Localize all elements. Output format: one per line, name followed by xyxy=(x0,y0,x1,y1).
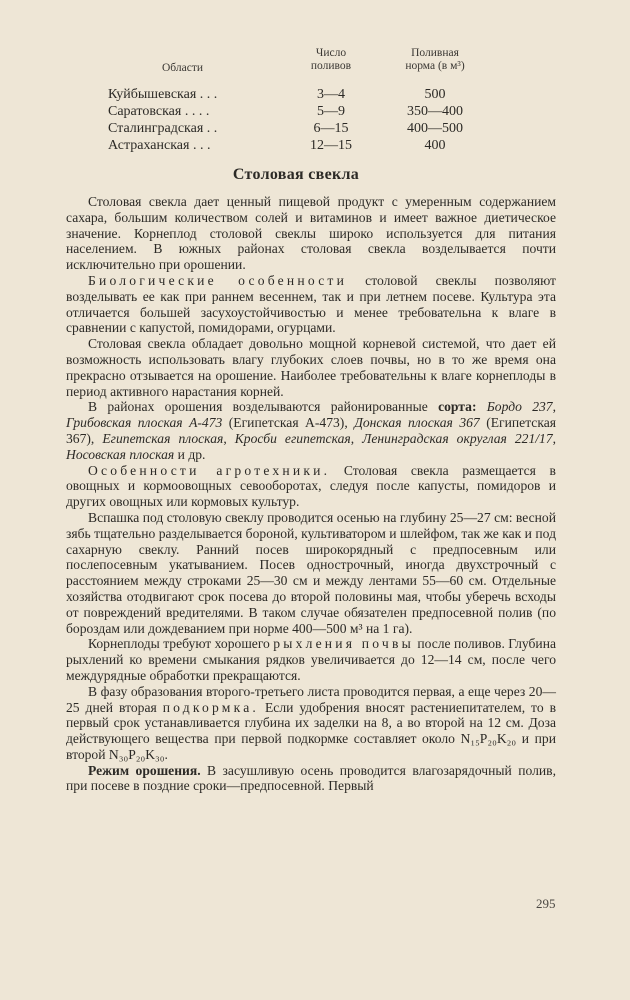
variety-name: Бордо 237 xyxy=(476,399,553,415)
table-row xyxy=(108,120,518,137)
body-text xyxy=(66,194,556,794)
paragraph: Вспашка под столовую свеклу проводится осенью на глубину 25—27 см: весной зябь тщательно разделывается бороной, культиватором и шлейфом, так же как и под сахарную свеклу. Ранний посев широкорядный с предпосевным или послепосевным укатыванием. Посев однострочный, иногда двухстрочный с расстоянием между строками 25—30 см и между лентами 55—60 см. Отдельные хозяйства отодвигают срок посева до второй половины мая, чтобы уберечь всходы от повреждений вредителями. В таком случае обязателен предпосевной полив (по бороздам или дождеванием при норме 400—500 м³ на 1 га). xyxy=(66,509,556,636)
cell-region: Астраханская . . . xyxy=(108,138,211,153)
paragraph: Особенности агротехники. Столовая свекла размещается в овощных и кормоовощных севооборотах, следуя после капусты, помидоров и других овощных или кормовых культур. xyxy=(66,462,556,510)
variety-name: Кросби египетская xyxy=(234,430,351,446)
cell-region: Куйбышевская . . . xyxy=(108,87,218,102)
spaced-phrase: Биологические особенности xyxy=(88,272,348,288)
table-row xyxy=(108,137,518,154)
cell-region: Сталинградская . . xyxy=(108,121,218,136)
variety-name: Египетская плоская xyxy=(102,430,224,446)
cell-count: 3—4 xyxy=(317,87,345,102)
cell-count: 5—9 xyxy=(317,104,345,119)
formula: N₃₀P₂₀K₃₀ xyxy=(108,746,165,762)
bold-term: Режим орошения. xyxy=(88,762,201,778)
paragraph: Биологические особенности столовой свеклы позволяют возделывать ее как при раннем весеннем, так и при летнем посеве. Культура эта отличается большей засухоустойчивостью и менее требовательна к влаге в сравнении с капустой, помидорами, огурцами. xyxy=(66,272,556,336)
cell-norm: 400—500 xyxy=(407,121,463,136)
formula: N₁₅P₂₀K₂₀ xyxy=(460,731,517,747)
variety-name: Донская плоская 367 xyxy=(354,415,480,431)
cell-count: 12—15 xyxy=(310,138,352,153)
cell-count: 6—15 xyxy=(313,121,349,136)
variety-name: Грибовская плоская А-473 xyxy=(66,415,223,431)
bold-term: сорта: xyxy=(438,399,477,415)
paragraph: Столовая свекла дает ценный пищевой продукт с умеренным содержанием сахара, большим количеством солей и витаминов и имеет важное диетическое значение. Корнеплод столовой свеклы широко используется для питания населением. В южных районах столовая свекла возделывается почти исключительно при орошении. xyxy=(66,194,556,273)
paragraph: В фазу образования второго-третьего листа проводится первая, а еще через 20—25 дней вторая подкормка. Если удобрения вносят растениепитателем, то в первый срок устанавливается глубина их заделки на 8, а во второй на 12 см. Доза действующего вещества при первой подкормке составляет около N₁₅P₂₀K₂₀ и при второй N₃₀P₂₀K₃₀. xyxy=(66,683,556,762)
column-header-norm: Поливная норма (в м³) xyxy=(405,47,465,72)
paragraph: Корнеплоды требуют хорошего рыхления почвы после поливов. Глубина рыхлений ко времени смыкания рядков увеличивается до 12—14 см, после чего междурядные обработки прекращаются. xyxy=(66,636,557,683)
column-header-region: Области xyxy=(162,62,203,74)
table-row xyxy=(108,86,518,103)
page-number: 295 xyxy=(536,896,556,911)
spaced-phrase: Особенности агротехники. xyxy=(88,462,331,478)
irrigation-table xyxy=(108,44,518,154)
variety-name: Носовская плоская xyxy=(66,446,175,462)
table-row xyxy=(108,103,518,120)
section-heading: Столовая свекла xyxy=(232,166,360,183)
column-header-count: Число поливов xyxy=(310,47,352,72)
table-header xyxy=(108,44,518,86)
paragraph: В районах орошения возделываются районированные сорта: Бордо 237, Грибовская плоская А-473 (Египетская А-473), Донская плоская 367 (Египетская 367), Египетская плоская, Кросби египетская, Ленинградская округлая 221/17, Носовская плоская и др. xyxy=(66,399,557,462)
paragraph: Столовая свекла обладает довольно мощной корневой системой, что дает ей возможность использовать влагу глубоких слоев почвы, но в то же время она прекрасно отзывается на орошение. Наиболее требовательны к влаге корнеплоды в период активного нарастания корней. xyxy=(66,336,556,399)
spaced-phrase: рыхления почвы xyxy=(273,636,414,652)
cell-norm: 350—400 xyxy=(407,104,463,119)
cell-norm: 500 xyxy=(424,87,446,102)
cell-region: Саратовская . . . . xyxy=(108,104,210,119)
variety-name: Ленинградская округлая 221/17 xyxy=(362,430,553,446)
cell-norm: 400 xyxy=(424,138,446,153)
spaced-phrase: подкормка. xyxy=(162,699,260,715)
paragraph: Режим орошения. В засушливую осень проводится влагозарядочный полив, при посеве в поздние сроки—предпосевной. Первый xyxy=(66,762,556,794)
